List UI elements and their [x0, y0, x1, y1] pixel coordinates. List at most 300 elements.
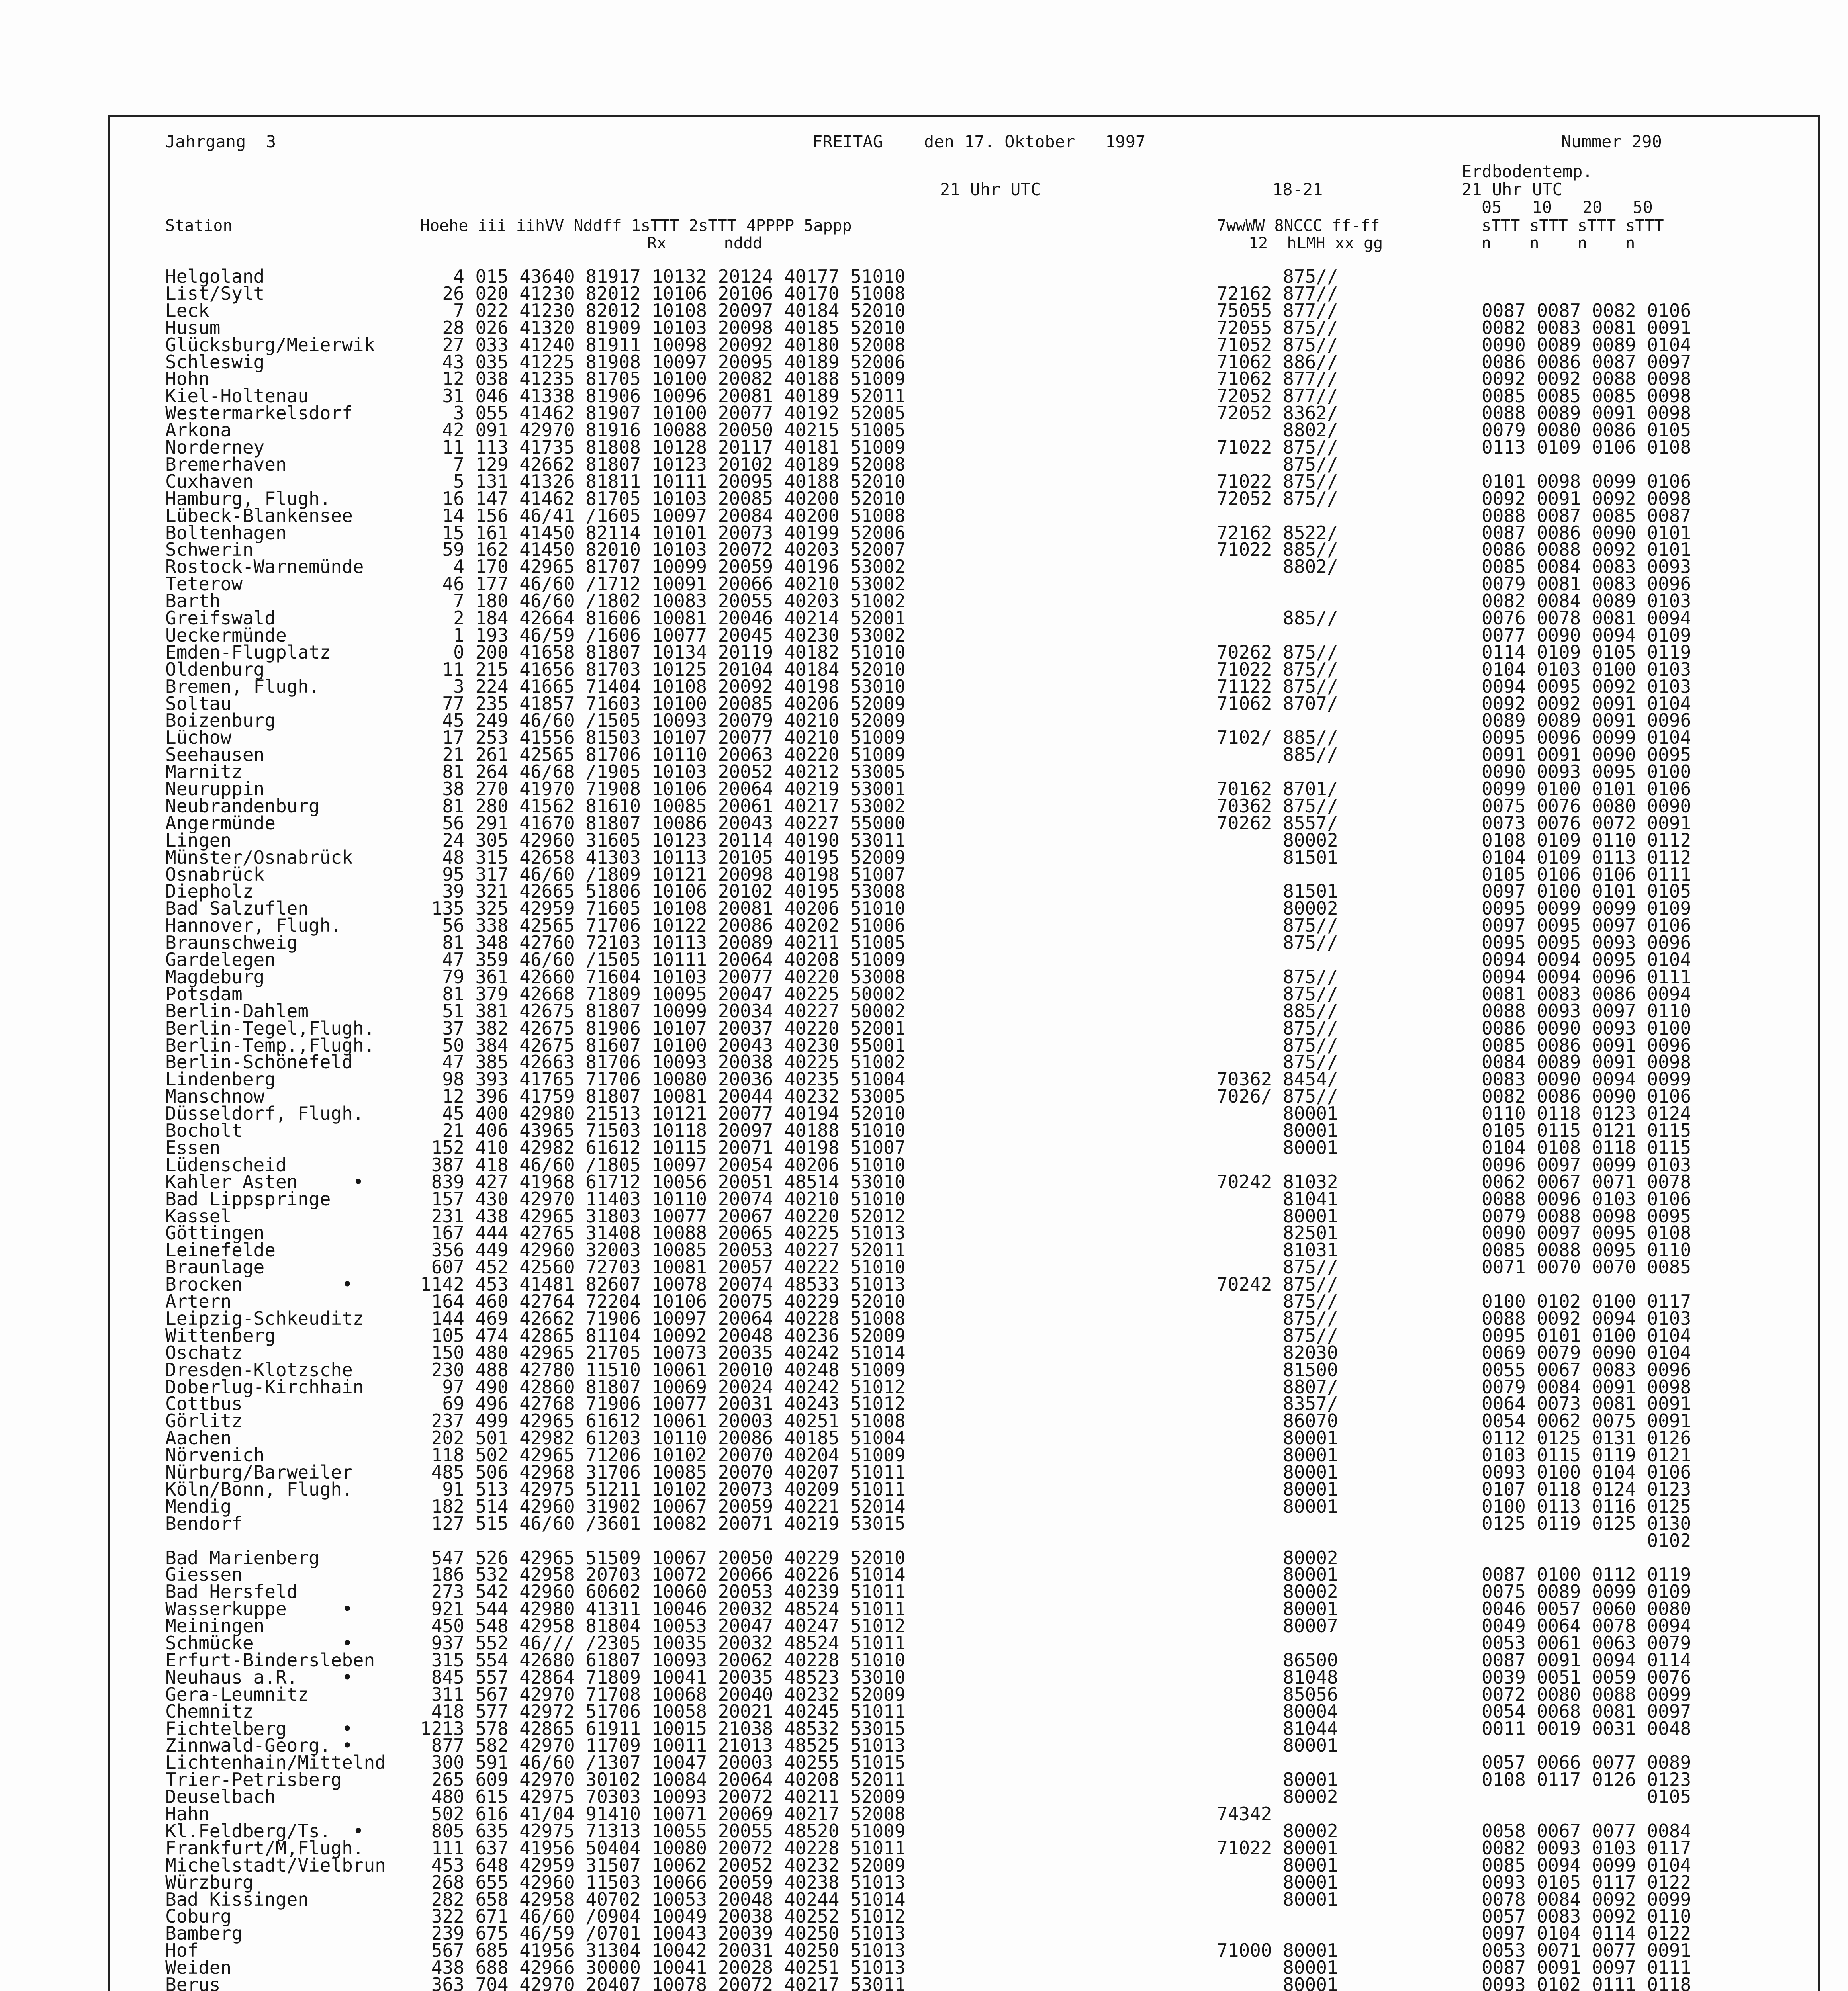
station-name: Würzburg [165, 1871, 254, 1893]
station-name: Mendig [165, 1495, 232, 1517]
observation-codes: 144 469 42662 71906 10097 20064 40228 51008 [420, 1307, 906, 1329]
section-codes: 70362 8454/ [1217, 1068, 1338, 1090]
soil-temperatures: 0096 0097 0099 0103 [1482, 1154, 1691, 1175]
observation-codes: 56 291 41670 81807 10086 20043 40227 55000 [420, 812, 906, 834]
observation-codes: 56 338 42565 71706 10122 20086 40202 51006 [420, 915, 906, 937]
observation-codes: 921 544 42980 41311 10046 20032 48524 51011 [420, 1598, 906, 1620]
section-codes: 70262 875// [1217, 641, 1338, 663]
soil-temperatures: 0082 0093 0103 0117 [1482, 1837, 1691, 1859]
station-name: Cuxhaven [165, 470, 254, 492]
soil-temperatures: 0100 0102 0100 0117 [1482, 1291, 1691, 1312]
station-name: Bad Hersfeld [165, 1581, 298, 1603]
observation-codes: 4 015 43640 81917 10132 20124 40177 51010 [420, 266, 906, 287]
observation-codes: 3 055 41462 81907 10100 20077 40192 52005 [420, 402, 906, 424]
observation-codes: 12 396 41759 81807 10081 20044 40232 53005 [420, 1085, 906, 1107]
observation-codes: 152 410 42982 61612 10115 20071 40198 51007 [420, 1136, 906, 1158]
station-name: Essen [165, 1136, 221, 1158]
observation-codes: 157 430 42970 11403 10110 20074 40210 51010 [420, 1188, 906, 1210]
section-codes: 80001 [1217, 1205, 1338, 1227]
section-codes: 80001 [1217, 1461, 1338, 1483]
station-name: Bad Salzuflen [165, 898, 309, 919]
soil-temperatures: 0104 0109 0113 0112 [1482, 846, 1691, 868]
station-name: Oschatz [165, 1342, 243, 1363]
section-codes: 80002 [1217, 1581, 1338, 1603]
station-name: Bremerhaven [165, 453, 287, 475]
station-name: Schleswig [165, 351, 265, 373]
soil-temperatures: 0094 0094 0096 0111 [1482, 966, 1691, 988]
soil-temperatures: 0085 0084 0083 0093 [1482, 556, 1691, 578]
station-name: Seehausen [165, 744, 265, 766]
soil-temperatures: 0085 0085 0085 0098 [1482, 385, 1691, 407]
observation-codes: 95 317 46/60 /1809 10121 20098 40198 51007 [420, 863, 906, 885]
section-codes: 8357/ [1217, 1393, 1338, 1415]
station-name: Erfurt-Bindersleben [165, 1649, 375, 1671]
station-name: Düsseldorf, Flugh. [165, 1103, 364, 1125]
section-codes: 875// [1217, 1034, 1338, 1056]
station-name: Kiel-Holtenau [165, 385, 309, 407]
observation-codes: 182 514 42960 31902 10067 20059 40221 52014 [420, 1495, 906, 1517]
observation-codes: 42 091 42970 81916 10088 20050 40215 51005 [420, 419, 906, 441]
observation-codes: 453 648 42959 31507 10062 20052 40232 52009 [420, 1854, 906, 1876]
section-codes: 81044 [1217, 1717, 1338, 1739]
soil-temperatures: 0094 0095 0092 0103 [1482, 675, 1691, 697]
observation-codes: 111 637 41956 50404 10080 20072 40228 51011 [420, 1837, 906, 1859]
soil-temperatures: 0101 0098 0099 0106 [1482, 470, 1691, 492]
station-name: Michelstadt/Vielbrun [165, 1854, 386, 1876]
observation-codes: 485 506 42968 31706 10085 20070 40207 51011 [420, 1461, 906, 1483]
observation-codes: 11 113 41735 81808 10128 20117 40181 51009 [420, 436, 906, 458]
section-codes: 75055 877// [1217, 299, 1338, 321]
section-codes: 80001 [1217, 1564, 1338, 1586]
station-name: Berlin-Tegel,Flugh. [165, 1017, 375, 1039]
soil-depths: 05 10 20 50 [1482, 198, 1653, 217]
soil-temperatures: 0053 0061 0063 0079 [1482, 1632, 1691, 1654]
station-name: Chemnitz [165, 1700, 254, 1722]
soil-temperatures: 0103 0115 0119 0121 [1482, 1444, 1691, 1466]
soil-temperatures: 0072 0080 0088 0099 [1482, 1683, 1691, 1705]
observation-codes: 607 452 42560 72703 10081 20057 40222 51010 [420, 1256, 906, 1278]
section-codes: 80001 [1217, 1495, 1338, 1517]
observation-codes: 438 688 42966 30000 10041 20028 40251 51013 [420, 1957, 906, 1979]
observation-codes: 502 616 41/04 91410 10071 20069 40217 52008 [420, 1803, 906, 1825]
volume-label: Jahrgang 3 [165, 132, 276, 151]
soil-temperatures: 0085 0086 0091 0096 [1482, 1034, 1691, 1056]
observation-codes: 51 381 42675 81807 10099 20034 40227 50002 [420, 1000, 906, 1022]
station-name: Deuselbach [165, 1786, 276, 1808]
station-name: Lübeck-Blankensee [165, 505, 353, 526]
observation-codes: 230 488 42780 11510 10061 20010 40248 51009 [420, 1359, 906, 1381]
soil-temperatures: 0082 0086 0090 0106 [1482, 1085, 1691, 1107]
section-codes: 885// [1217, 1000, 1338, 1022]
section-codes: 8807/ [1217, 1376, 1338, 1398]
observation-codes: 91 513 42975 51211 10102 20073 40209 51011 [420, 1478, 906, 1500]
section-codes: 80001 [1217, 1427, 1338, 1449]
soil-temperatures: 0062 0067 0071 0078 [1482, 1171, 1691, 1193]
station-name: Soltau [165, 692, 232, 714]
section-codes: 80001 [1217, 1598, 1338, 1620]
soil-temperatures: 0113 0109 0106 0108 [1482, 436, 1691, 458]
soil-temperatures: 0079 0084 0091 0098 [1482, 1376, 1691, 1398]
soil-temperatures: 0090 0097 0095 0108 [1482, 1222, 1691, 1244]
station-name: Hamburg, Flugh. [165, 487, 331, 509]
observation-codes: 81 264 46/68 /1905 10103 20052 40212 53005 [420, 761, 906, 783]
station-name: Neuhaus a.R. • [165, 1666, 353, 1688]
soil-temperatures: 0086 0086 0087 0097 [1482, 351, 1691, 373]
station-name: Hohn [165, 368, 209, 390]
station-name: Lüdenscheid [165, 1154, 287, 1175]
section-codes: 82030 [1217, 1342, 1338, 1363]
observation-codes: 839 427 41968 61712 10056 20051 48514 53010 [420, 1171, 906, 1193]
soil-temperatures: 0090 0093 0095 0100 [1482, 761, 1691, 783]
observation-codes: 265 609 42970 30102 10084 20064 40208 52011 [420, 1769, 906, 1791]
section-codes: 71062 8707/ [1217, 692, 1338, 714]
soil-temperatures: 0011 0019 0031 0048 [1482, 1717, 1691, 1739]
section-codes: 70362 875// [1217, 795, 1338, 817]
observation-codes: 877 582 42970 11709 10011 21013 48525 51013 [420, 1735, 906, 1756]
observation-codes: 7 022 41230 82012 10108 20097 40184 52010 [420, 299, 906, 321]
observation-codes: 7 180 46/60 /1802 10083 20055 40203 51002 [420, 590, 906, 612]
section-codes: 875// [1217, 932, 1338, 954]
observation-codes: 239 675 46/59 /0701 10043 20039 40250 51013 [420, 1923, 906, 1944]
section-codes: 74342 [1217, 1803, 1272, 1825]
station-name: Kahler Asten • [165, 1171, 364, 1193]
soil-temperatures: 0104 0103 0100 0103 [1482, 658, 1691, 680]
station-name: Bocholt [165, 1120, 243, 1141]
section-codes: 72052 8362/ [1217, 402, 1338, 424]
observation-codes: 127 515 46/60 /3601 10082 20071 40219 53015 [420, 1512, 906, 1534]
section-codes: 81500 [1217, 1359, 1338, 1381]
station-name: Potsdam [165, 983, 243, 1005]
soil-temperatures: 0088 0089 0091 0098 [1482, 402, 1691, 424]
section-codes: 71052 875// [1217, 334, 1338, 356]
station-name: Nürburg/Barweiler [165, 1461, 353, 1483]
observation-codes: 97 490 42860 81807 10069 20024 40242 51012 [420, 1376, 906, 1398]
section-codes: 80001 [1217, 1888, 1338, 1910]
soil-temperatures: 0087 0087 0082 0106 [1482, 299, 1691, 321]
station-name: Leipzig-Schkeuditz [165, 1307, 364, 1329]
observation-codes: 186 532 42958 20703 10072 20066 40226 51014 [420, 1564, 906, 1586]
station-name: Köln/Bonn, Flugh. [165, 1478, 353, 1500]
station-name: Braunschweig [165, 932, 298, 954]
soil-temperatures: 0093 0105 0117 0122 [1482, 1871, 1691, 1893]
observation-codes: 16 147 41462 81705 10103 20085 40200 52010 [420, 487, 906, 509]
observation-codes: 98 393 41765 71706 10080 20036 40235 51004 [420, 1068, 906, 1090]
section-codes: 81031 [1217, 1239, 1338, 1261]
station-name: Wittenberg [165, 1324, 276, 1346]
section-codes: 81048 [1217, 1666, 1338, 1688]
section-codes: 875// [1217, 1017, 1338, 1039]
observation-codes: 282 658 42958 40702 10053 20048 40244 51014 [420, 1888, 906, 1910]
observation-codes: 5 131 41326 81811 10111 20095 40188 52010 [420, 470, 906, 492]
observation-codes: 547 526 42965 51509 10067 20050 40229 52010 [420, 1547, 906, 1569]
soil-temperatures: 0099 0100 0101 0106 [1482, 778, 1691, 800]
station-name: Artern [165, 1291, 232, 1312]
observation-codes: 363 704 42970 20407 10078 20072 40217 53011 [420, 1974, 906, 1991]
column-header-station: Station [165, 217, 233, 235]
section-codes: 81041 [1217, 1188, 1338, 1210]
observation-codes: 81 348 42760 72103 10113 20089 40211 51005 [420, 932, 906, 954]
section-codes: 72162 877// [1217, 282, 1338, 304]
station-name: Kl.Feldberg/Ts. • [165, 1820, 364, 1842]
station-name: Hannover, Flugh. [165, 915, 342, 937]
section-codes: 875// [1217, 983, 1338, 1005]
section-codes: 86500 [1217, 1649, 1338, 1671]
observation-codes: 845 557 42864 71809 10041 20035 48523 53010 [420, 1666, 906, 1688]
soil-temperatures: 0082 0084 0089 0103 [1482, 590, 1691, 612]
station-name: Bad Marienberg [165, 1547, 320, 1569]
station-name: Brocken • [165, 1273, 353, 1295]
soil-temperatures: 0079 0080 0086 0105 [1482, 419, 1691, 441]
station-name: Lichtenhain/Mittelnd [165, 1752, 386, 1774]
soil-temperatures: 0090 0089 0089 0104 [1482, 334, 1691, 356]
observation-codes: 7 129 42662 81807 10123 20102 40189 52008 [420, 453, 906, 475]
station-name: Rostock-Warnemünde [165, 556, 364, 578]
section-codes: 81501 [1217, 880, 1338, 902]
section-codes: 80002 [1217, 1820, 1338, 1842]
soil-temperatures: 0092 0092 0091 0104 [1482, 692, 1691, 714]
soil-temperatures: 0075 0076 0080 0090 [1482, 795, 1691, 817]
station-name: Neuruppin [165, 778, 265, 800]
station-name: Doberlug-Kirchhain [165, 1376, 364, 1398]
section-codes: 70162 8701/ [1217, 778, 1338, 800]
observation-codes: 273 542 42960 60602 10060 20053 40239 51011 [420, 1581, 906, 1603]
station-name: Lingen [165, 829, 232, 851]
station-name: Diepholz [165, 880, 254, 902]
time-range: 18-21 [1272, 180, 1323, 199]
station-name: Leck [165, 299, 209, 321]
station-name: Zinnwald-Georg. • [165, 1735, 353, 1756]
soil-temperatures: 0071 0070 0070 0085 [1482, 1256, 1691, 1278]
station-name: Lüchow [165, 727, 232, 749]
station-name: Arkona [165, 419, 232, 441]
soil-temperatures: 0088 0092 0094 0103 [1482, 1307, 1691, 1329]
observation-codes: 322 671 46/60 /0904 10049 20038 40252 51012 [420, 1905, 906, 1927]
section-codes: 71022 875// [1217, 436, 1338, 458]
soil-temperatures: 0102 [1482, 1529, 1691, 1551]
station-name: Fichtelberg • [165, 1717, 353, 1739]
station-name: Magdeburg [165, 966, 265, 988]
station-name: Barth [165, 590, 221, 612]
weekday-label: FREITAG [812, 132, 883, 151]
observation-codes: 45 400 42980 21513 10121 20077 40194 52010 [420, 1103, 906, 1125]
observation-codes: 11 215 41656 81703 10125 20104 40184 52010 [420, 658, 906, 680]
soil-temperatures: 0069 0079 0090 0104 [1482, 1342, 1691, 1363]
soil-temperatures: 0058 0067 0077 0084 [1482, 1820, 1691, 1842]
observation-codes: 38 270 41970 71908 10106 20064 40219 53001 [420, 778, 906, 800]
station-name: Boltenhagen [165, 522, 287, 544]
column-subheader-section: 12 hLMH xx gg [1249, 234, 1383, 252]
station-name: Bamberg [165, 1923, 243, 1944]
section-codes: 72052 875// [1217, 487, 1338, 509]
soil-temperatures: 0092 0092 0088 0098 [1482, 368, 1691, 390]
observation-codes: 105 474 42865 81104 10092 20048 40236 52009 [420, 1324, 906, 1346]
observation-codes: 48 315 42658 41303 10113 20105 40195 52009 [420, 846, 906, 868]
station-name: Leinefelde [165, 1239, 276, 1261]
station-name: Hof [165, 1940, 199, 1962]
observation-codes: 81 280 41562 81610 10085 20061 40217 53002 [420, 795, 906, 817]
section-codes: 71022 885// [1217, 539, 1338, 561]
soil-temperatures: 0107 0118 0124 0123 [1482, 1478, 1691, 1500]
station-name: Ueckermünde [165, 624, 287, 646]
date-label: den 17. Oktober 1997 [924, 132, 1146, 151]
observation-codes: 24 305 42960 31605 10123 20114 40190 53011 [420, 829, 906, 851]
soil-temperatures: 0054 0062 0075 0091 [1482, 1410, 1691, 1432]
soil-temperatures: 0095 0099 0099 0109 [1482, 898, 1691, 919]
soil-temperatures: 0087 0100 0112 0119 [1482, 1564, 1691, 1586]
section-codes: 71022 80001 [1217, 1837, 1338, 1859]
section-codes: 80001 [1217, 1957, 1338, 1979]
station-name: Schmücke • [165, 1632, 353, 1654]
section-codes: 80001 [1217, 1974, 1338, 1991]
soil-temperatures: 0082 0083 0081 0091 [1482, 317, 1691, 338]
soil-temperatures: 0049 0064 0078 0094 [1482, 1615, 1691, 1637]
observation-codes: 1142 453 41481 82607 10078 20074 48533 51013 [420, 1273, 906, 1295]
station-name: Glücksburg/Meierwik [165, 334, 375, 356]
soil-temperatures: 0108 0109 0110 0112 [1482, 829, 1691, 851]
section-codes: 80002 [1217, 898, 1338, 919]
observation-codes: 28 026 41320 81909 10103 20098 40185 52010 [420, 317, 906, 338]
soil-temperatures: 0095 0095 0093 0096 [1482, 932, 1691, 954]
section-codes: 70242 81032 [1217, 1171, 1338, 1193]
observation-codes: 17 253 41556 81503 10107 20077 40210 51009 [420, 727, 906, 749]
soil-temperatures: 0079 0081 0083 0096 [1482, 573, 1691, 595]
column-header-section: 7wwWW 8NCCC ff-ff [1217, 217, 1380, 235]
observation-codes: 21 406 43965 71503 10118 20097 40188 51010 [420, 1120, 906, 1141]
section-codes: 875// [1217, 1291, 1338, 1312]
section-codes: 80001 [1217, 1136, 1338, 1158]
observation-codes: 202 501 42982 61203 10110 20086 40185 51004 [420, 1427, 906, 1449]
observation-codes: 47 359 46/60 /1505 10111 20064 40208 51009 [420, 949, 906, 970]
column-subheader-soil: n n n n [1482, 234, 1635, 252]
station-name: Dresden-Klotzsche [165, 1359, 353, 1381]
observation-codes: 15 161 41450 82114 10101 20073 40199 52006 [420, 522, 906, 544]
section-codes: 885// [1217, 744, 1338, 766]
soil-temperatures: 0064 0073 0081 0091 [1482, 1393, 1691, 1415]
station-name: Teterow [165, 573, 243, 595]
observation-codes: 69 496 42768 71906 10077 20031 40243 51012 [420, 1393, 906, 1415]
soil-temperatures: 0097 0104 0114 0122 [1482, 1923, 1691, 1944]
soil-temperatures: 0097 0100 0101 0105 [1482, 880, 1691, 902]
section-codes: 80002 [1217, 1547, 1338, 1569]
soil-temperatures: 0054 0068 0081 0097 [1482, 1700, 1691, 1722]
station-name: Münster/Osnabrück [165, 846, 353, 868]
observation-codes: 567 685 41956 31304 10042 20031 40250 51013 [420, 1940, 906, 1962]
observation-codes: 268 655 42960 11503 10066 20059 40238 51013 [420, 1871, 906, 1893]
soil-temperatures: 0105 0106 0106 0111 [1482, 863, 1691, 885]
station-name: Marnitz [165, 761, 243, 783]
observation-codes: 0 200 41658 81807 10134 20119 40182 51010 [420, 641, 906, 663]
observation-codes: 356 449 42960 32003 10085 20053 40227 52011 [420, 1239, 906, 1261]
station-name: Berus [165, 1974, 221, 1991]
soil-temperatures: 0091 0091 0090 0095 [1482, 744, 1691, 766]
observation-codes: 12 038 41235 81705 10100 20082 40188 51009 [420, 368, 906, 390]
section-codes: 86070 [1217, 1410, 1338, 1432]
soil-temperatures: 0039 0051 0059 0076 [1482, 1666, 1691, 1688]
section-codes: 80002 [1217, 829, 1338, 851]
observation-codes: 480 615 42975 70303 10093 20072 40211 52009 [420, 1786, 906, 1808]
section-codes: 875// [1217, 266, 1338, 287]
observation-codes: 315 554 42680 61807 10093 20062 40228 51010 [420, 1649, 906, 1671]
soil-temperatures: 0053 0071 0077 0091 [1482, 1940, 1691, 1962]
section-codes: 81501 [1217, 846, 1338, 868]
section-codes: 70262 8557/ [1217, 812, 1338, 834]
station-name: Bendorf [165, 1512, 243, 1534]
soil-temperatures: 0086 0088 0092 0101 [1482, 539, 1691, 561]
station-name: Bad Kissingen [165, 1888, 309, 1910]
soil-temperatures: 0094 0094 0095 0104 [1482, 949, 1691, 970]
section-codes: 72055 875// [1217, 317, 1338, 338]
observation-codes: 50 384 42675 81607 10100 20043 40230 55001 [420, 1034, 906, 1056]
observation-codes: 79 361 42660 71604 10103 20077 40220 53008 [420, 966, 906, 988]
station-name: Norderney [165, 436, 265, 458]
observation-codes: 418 577 42972 51706 10058 20021 40245 51011 [420, 1700, 906, 1722]
soil-temperatures: 0108 0117 0126 0123 [1482, 1769, 1691, 1791]
observation-time: 21 Uhr UTC [940, 180, 1041, 199]
observation-codes: 231 438 42965 31803 10077 20067 40220 52012 [420, 1205, 906, 1227]
observation-codes: 77 235 41857 71603 10100 20085 40206 52009 [420, 692, 906, 714]
soil-temperatures: 0095 0096 0099 0104 [1482, 727, 1691, 749]
section-codes: 8802/ [1217, 419, 1338, 441]
soil-temperatures: 0057 0083 0092 0110 [1482, 1905, 1691, 1927]
station-name: Görlitz [165, 1410, 243, 1432]
section-codes: 72162 8522/ [1217, 522, 1338, 544]
section-codes: 80001 [1217, 1769, 1338, 1791]
soil-temperatures: 0055 0067 0083 0096 [1482, 1359, 1691, 1381]
soil-temperatures: 0110 0118 0123 0124 [1482, 1103, 1691, 1125]
soil-temperatures: 0089 0089 0091 0096 [1482, 710, 1691, 731]
observation-codes: 1 193 46/59 /1606 10077 20045 40230 53002 [420, 624, 906, 646]
soil-temperatures: 0087 0091 0097 0111 [1482, 1957, 1691, 1979]
observation-codes: 4 170 42965 81707 10099 20059 40196 53002 [420, 556, 906, 578]
section-codes: 80007 [1217, 1615, 1338, 1637]
station-name: Nörvenich [165, 1444, 265, 1466]
section-codes: 71022 875// [1217, 658, 1338, 680]
observation-codes: 39 321 42665 51806 10106 20102 40195 53008 [420, 880, 906, 902]
station-name: List/Sylt [165, 282, 265, 304]
station-name: Greifswald [165, 607, 276, 629]
column-subheader-codes: Rx nddd [647, 234, 762, 252]
section-codes: 80001 [1217, 1854, 1338, 1876]
station-name: Manschnow [165, 1085, 265, 1107]
observation-codes: 26 020 41230 82012 10106 20106 40170 51008 [420, 282, 906, 304]
section-codes: 885// [1217, 607, 1338, 629]
station-name: Husum [165, 317, 221, 338]
soil-temperatures: 0085 0094 0099 0104 [1482, 1854, 1691, 1876]
soil-temperatures: 0075 0089 0099 0109 [1482, 1581, 1691, 1603]
station-name: Westermarkelsdorf [165, 402, 353, 424]
section-codes: 875// [1217, 1256, 1338, 1278]
section-codes: 80001 [1217, 1478, 1338, 1500]
station-name: Osnabrück [165, 863, 265, 885]
observation-codes: 237 499 42965 61612 10061 20003 40251 51008 [420, 1410, 906, 1432]
station-name: Berlin-Temp.,Flugh. [165, 1034, 375, 1056]
soil-temperatures: 0076 0078 0081 0094 [1482, 607, 1691, 629]
station-name: Bremen, Flugh. [165, 675, 320, 697]
section-codes: 71122 875// [1217, 675, 1338, 697]
soil-temperatures: 0084 0089 0091 0098 [1482, 1051, 1691, 1073]
station-name: Göttingen [165, 1222, 265, 1244]
section-codes: 80001 [1217, 1103, 1338, 1125]
station-name: Kassel [165, 1205, 232, 1227]
station-name: Coburg [165, 1905, 232, 1927]
observation-codes: 45 249 46/60 /1505 10093 20079 40210 52009 [420, 710, 906, 731]
observation-codes: 937 552 46/// /2305 10035 20032 48524 51011 [420, 1632, 906, 1654]
soil-temperatures: 0086 0090 0093 0100 [1482, 1017, 1691, 1039]
station-name: Gardelegen [165, 949, 276, 970]
observation-codes: 450 548 42958 81804 10053 20047 40247 51012 [420, 1615, 906, 1637]
section-codes: 80002 [1217, 1786, 1338, 1808]
station-name: Oldenburg [165, 658, 265, 680]
